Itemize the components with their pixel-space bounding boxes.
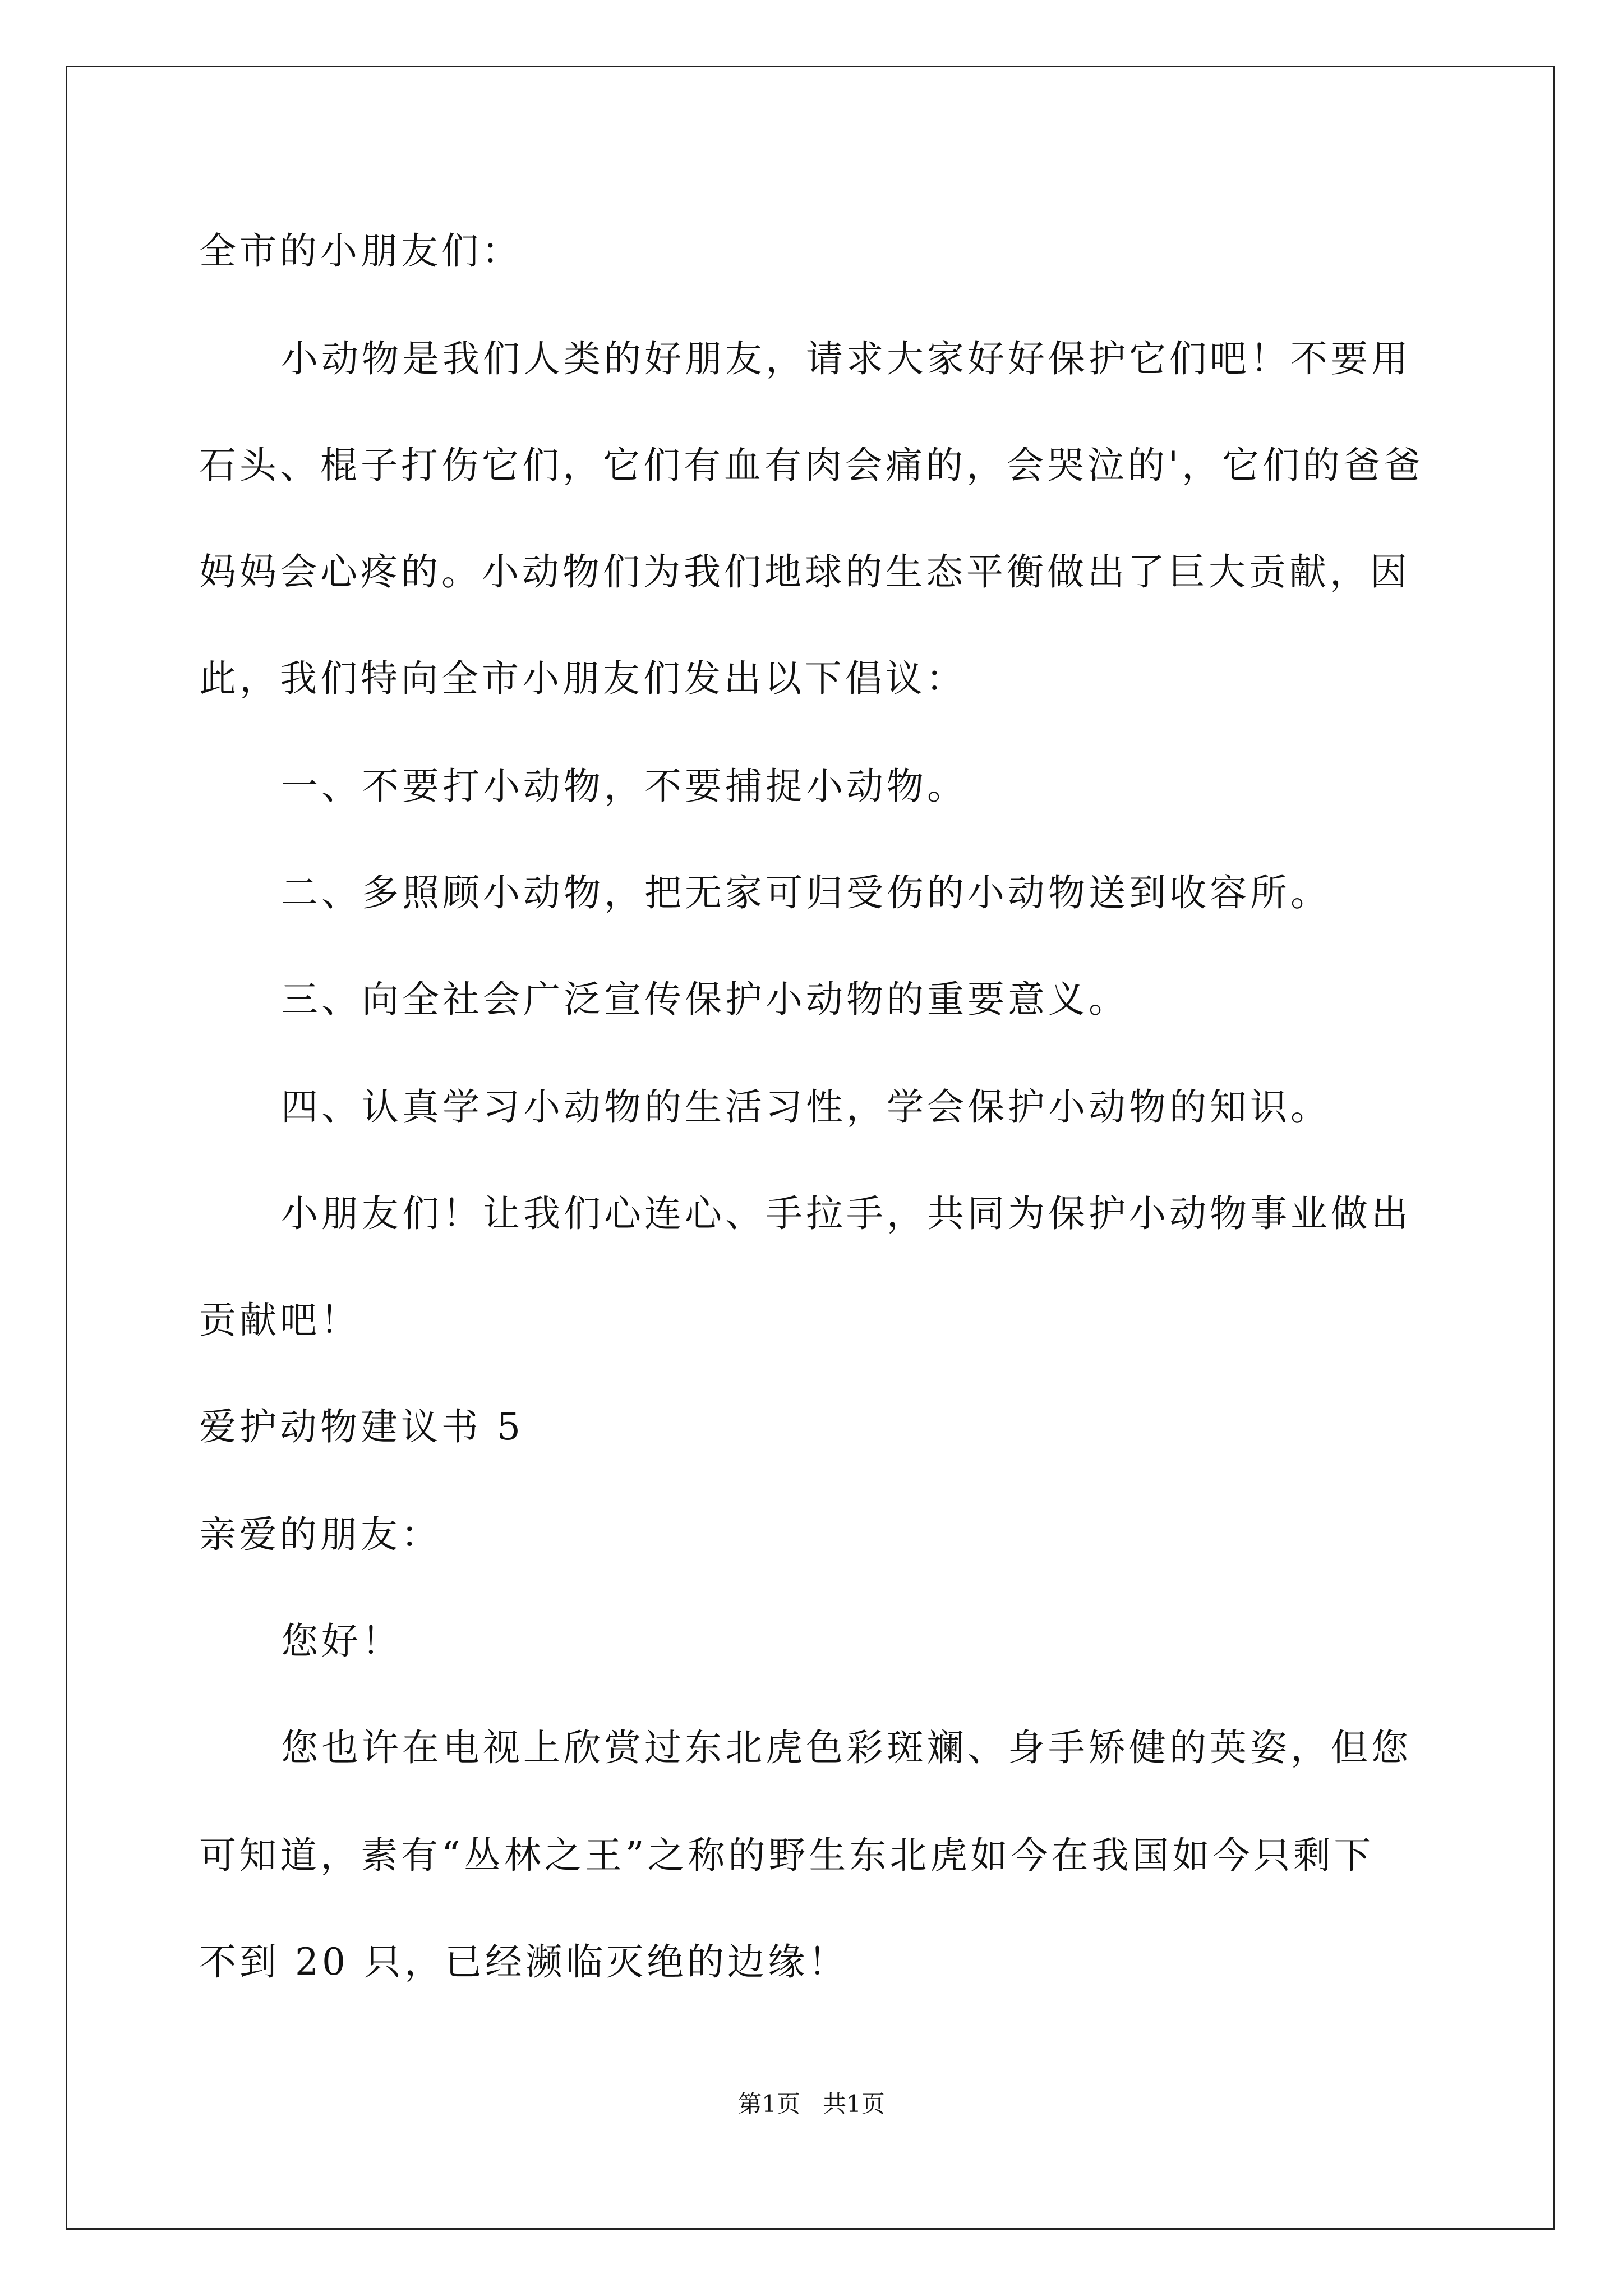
paragraph-line: 小朋友们！让我们心连心、手拉手，共同为保护小动物事业做出 xyxy=(281,1192,1412,1235)
proposal-item: 三、向全社会广泛宣传保护小动物的重要意义。 xyxy=(281,978,1129,1021)
salutation: 亲爱的朋友： xyxy=(199,1513,441,1556)
proposal-item: 一、不要打小动物，不要捕捉小动物。 xyxy=(281,765,967,808)
greeting: 您好！ xyxy=(281,1619,402,1663)
page-border xyxy=(66,66,1555,2230)
paragraph-line: 石头、棍子打伤它们，它们有血有肉会痛的，会哭泣的'，它们的爸爸 xyxy=(199,444,1424,487)
paragraph-line: 妈妈会心疼的。小动物们为我们地球的生态平衡做出了巨大贡献，因 xyxy=(199,550,1410,593)
section-title: 爱护动物建议书 5 xyxy=(199,1405,524,1448)
paragraph-line: 不到 20 只，已经濒临灭绝的边缘！ xyxy=(199,1940,849,1984)
paragraph-line: 您也许在电视上欣赏过东北虎色彩斑斓、身手矫健的英姿，但您 xyxy=(281,1726,1412,1769)
paragraph-line: 此，我们特向全市小朋友们发出以下倡议： xyxy=(199,657,966,700)
paragraph-line: 小动物是我们人类的好朋友，请求大家好好保护它们吧！不要用 xyxy=(281,337,1412,380)
page-footer: 第1页 共1页 xyxy=(738,2090,885,2118)
proposal-item: 二、多照顾小动物，把无家可归受伤的小动物送到收容所。 xyxy=(281,871,1331,914)
salutation: 全市的小朋友们： xyxy=(199,229,522,273)
paragraph-line: 可知道，素有“丛林之王”之称的野生东北虎如今在我国如今只剩下 xyxy=(199,1834,1375,1877)
proposal-item: 四、认真学习小动物的生活习性，学会保护小动物的知识。 xyxy=(281,1085,1331,1129)
paragraph-line: 贡献吧！ xyxy=(199,1299,361,1342)
